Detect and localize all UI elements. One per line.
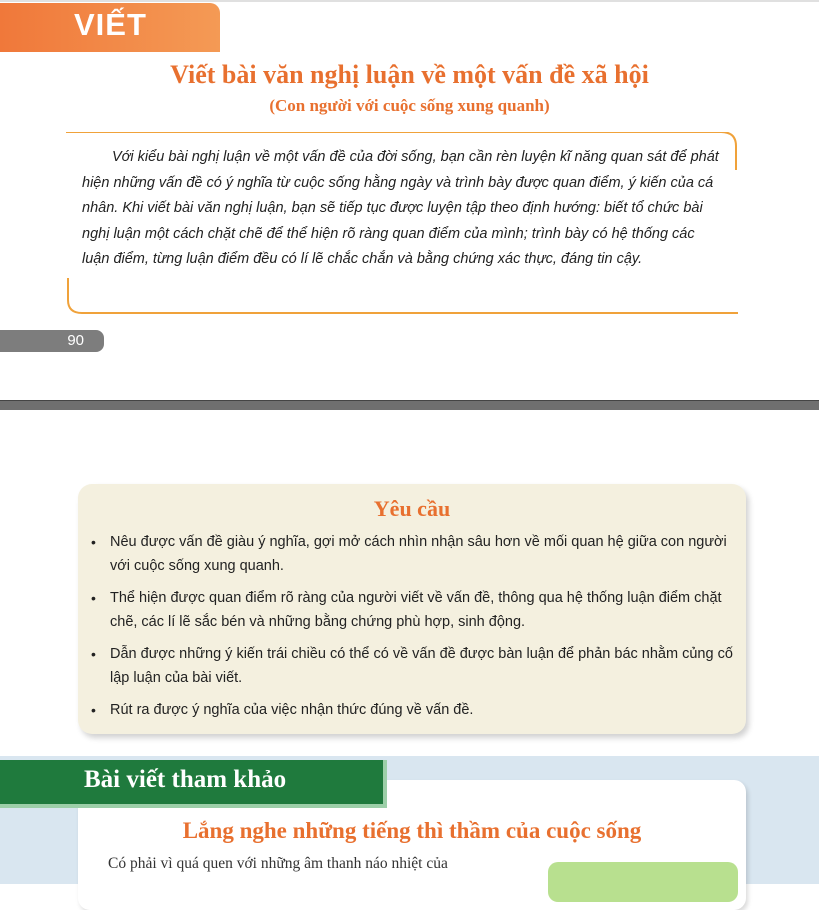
reference-banner [0,760,387,808]
top-border [0,0,819,2]
section-tab [0,3,220,52]
bullet-icon: • [91,534,96,550]
requirement-text: Rút ra được ý nghĩa của việc nhận thức đúng về vấn đề. [110,702,474,718]
side-note-box [548,862,738,902]
bullet-icon: • [91,646,96,662]
intro-box [66,132,738,314]
page-number-tab [0,330,104,352]
lesson-title: Viết bài văn nghị luận về một vấn đề xã hội [170,60,649,89]
page-divider [0,400,819,410]
intro-paragraph: Với kiểu bài nghị luận về một vấn đề của đời sống, bạn cần rèn luyện kĩ năng quan sát để phát hiện những vấn đề có ý nghĩa từ cuộc sống hằng ngày và trình bày được quan điểm, ý kiến của cá nhân. Khi viết bài văn nghị luận, bạn sẽ tiếp tục được luyện tập theo định hướng: biết tổ chức bài nghị luận một cách chặt chẽ để thể hiện rõ ràng quan điểm của mình; trình bày có hệ thống các luận điểm, từng luận điểm đều có lí lẽ chắc chắn và bằng chứng xác thực, đáng tin cậy. [82,149,719,268]
requirement-text: Thể hiện được quan điểm rõ ràng của người viết về vấn đề, thông qua hệ thống luận điểm chặt chẽ, các lí lẽ sắc bén và những bằng chứng phù hợp, sinh động. [110,590,722,630]
reference-title: Lắng nghe những tiếng thì thầm của cuộc sống [182,818,642,843]
requirements-box [78,484,746,734]
page-number: 90 [67,332,84,349]
bullet-icon: • [91,590,96,606]
requirement-item [88,530,740,578]
requirement-item [88,642,740,690]
requirement-text: Nêu được vấn đề giàu ý nghĩa, gợi mở cách nhìn nhận sâu hơn về mối quan hệ giữa con người với cuộc sống xung quanh. [110,534,727,574]
section-tab-label: VIẾT [74,7,147,42]
lesson-subtitle: (Con người với cuộc sống xung quanh) [269,96,550,115]
requirement-text: Dẫn được những ý kiến trái chiều có thể có về vấn đề được bàn luận để phản bác nhằm củng cố lập luận của bài viết. [110,646,733,686]
reference-body: Có phải vì quá quen với những âm thanh náo nhiệt của [108,855,448,872]
requirements-title: Yêu cầu [373,496,451,521]
bullet-icon: • [91,702,96,718]
requirement-item [88,698,740,722]
requirement-item [88,586,740,634]
reference-banner-label: Bài viết tham khảo [84,766,287,793]
requirements-list [88,530,740,730]
